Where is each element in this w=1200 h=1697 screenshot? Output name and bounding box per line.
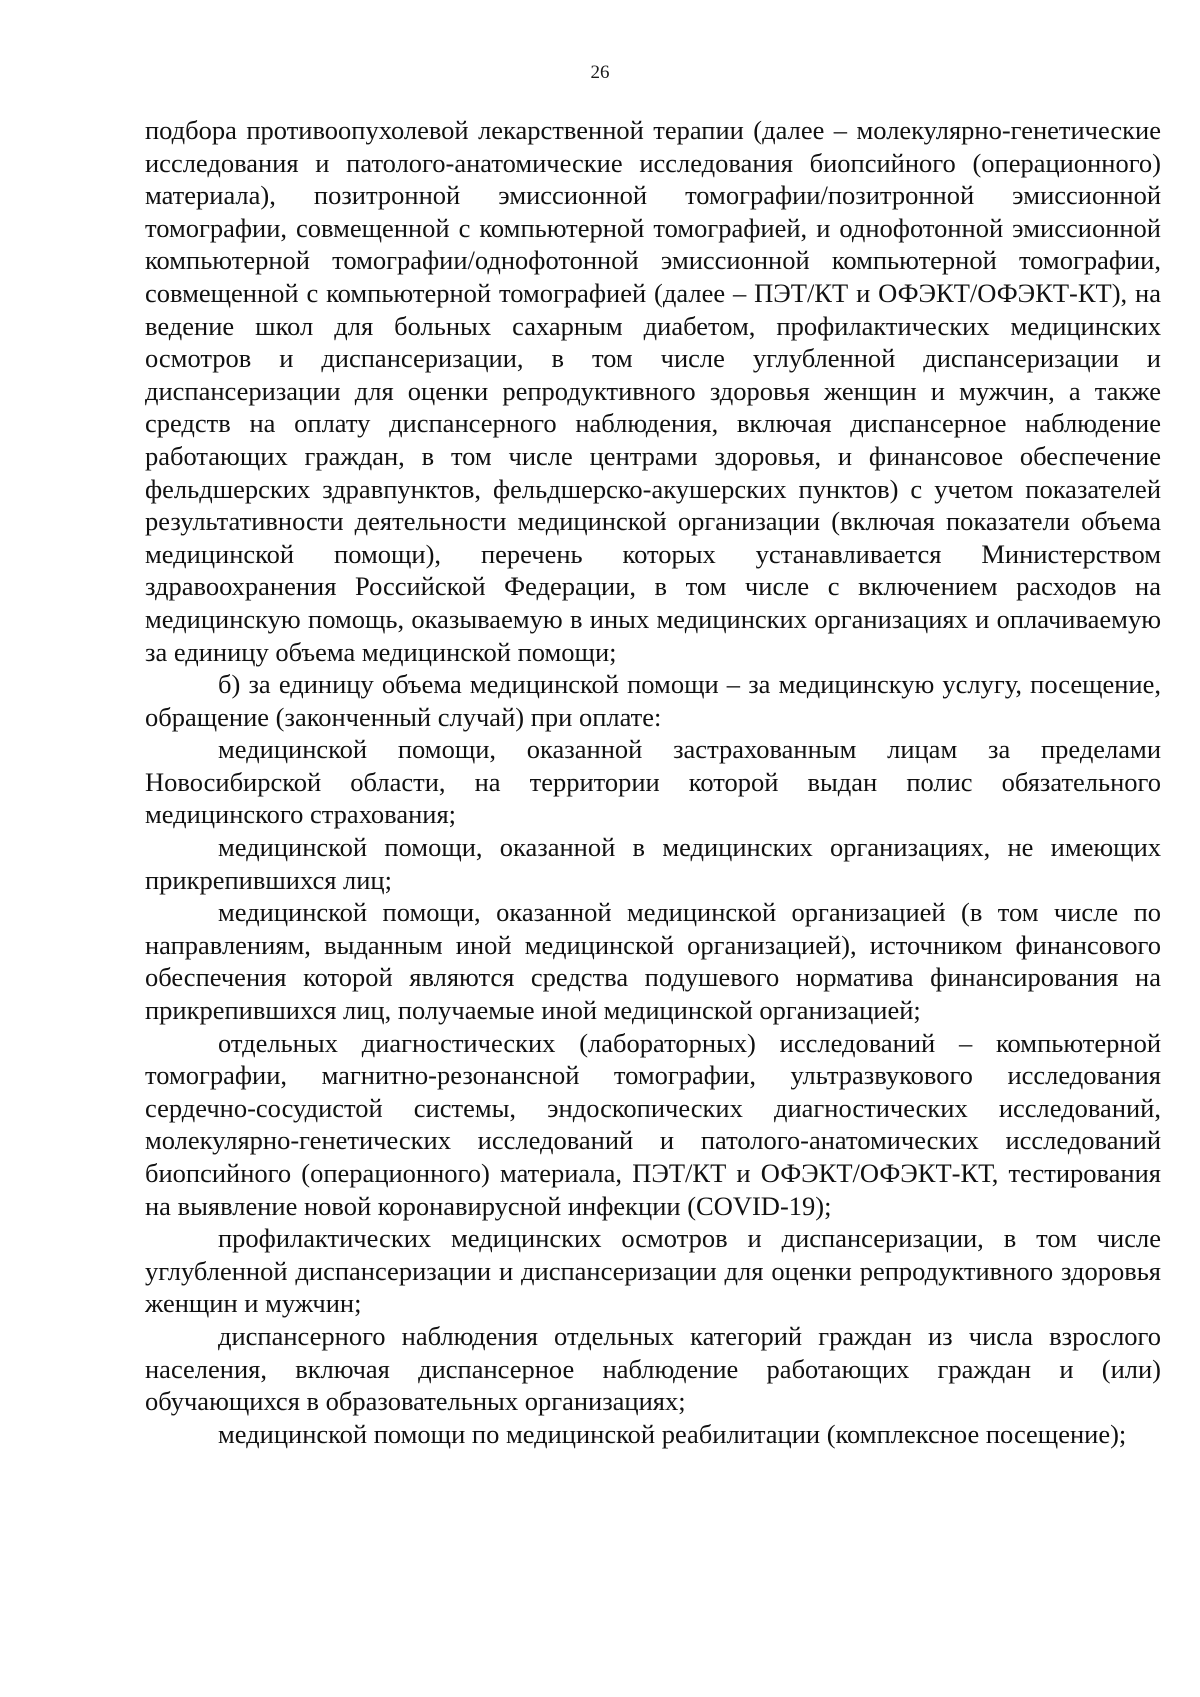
paragraph-no-attached-persons: медицинской помощи, оказанной в медицинских организациях, не имеющих прикрепившихся лиц; <box>145 832 1161 895</box>
paragraph-funding-continuation: подбора противоопухолевой лекарственной терапии (далее – молекулярно-генетические исследования и патолого-анатомические исследования биопсийного (операционного) материала), позитронной эмиссионной томографии/позитронной эмиссионной томографии, совмещенной с компьютерной томографией, и однофотонной эмиссионной компьютерной томографии/однофотонной эмиссионной компьютерной томографии, совмещенной с компьютерной томографией (далее – ПЭТ/КТ и ОФЭКТ/ОФЭКТ-КТ), на ведение школ для больных сахарным диабетом, профилактических медицинских осмотров и диспансеризации, в том числе углубленной диспансеризации и диспансеризации для оценки репродуктивного здоровья женщин и мужчин, а также средств на оплату диспансерного наблюдения, включая диспансерное наблюдение работающих граждан, в том числе центрами здоровья, и финансовое обеспечение фельдшерских здравпунктов, фельдшерско-акушерских пунктов) с учетом показателей результативности деятельности медицинской организации (включая показатели объема медицинской помощи), перечень которых устанавливается Министерством здравоохранения Российской Федерации, в том числе с включением расходов на медицинскую помощь, оказываемую в иных медицинских организациях и оплачиваемую за единицу объема медицинской помощи; <box>145 115 1161 667</box>
paragraph-preventive-exams: профилактических медицинских осмотров и диспансеризации, в том числе углубленной диспансеризации и диспансеризации для оценки репродуктивного здоровья женщин и мужчин; <box>145 1223 1161 1319</box>
paragraph-outside-region-care: медицинской помощи, оказанной застрахованным лицам за пределами Новосибирской области, на территории которой выдан полис обязательного медицинского страхования; <box>145 734 1161 830</box>
page-number: 26 <box>590 62 610 83</box>
paragraph-referral-care: медицинской помощи, оказанной медицинской организацией (в том числе по направлениям, выданным иной медицинской организацией), источником финансового обеспечения которой являются средства подушевого норматива финансирования на прикрепившихся лиц, получаемые иной медицинской организацией; <box>145 897 1161 1026</box>
paragraph-rehabilitation: медицинской помощи по медицинской реабилитации (комплексное посещение); <box>218 1418 1127 1449</box>
paragraph-dispensary-observation: диспансерного наблюдения отдельных категорий граждан из числа взрослого населения, включая диспансерное наблюдение работающих граждан и (или) обучающихся в образовательных организациях; <box>145 1320 1161 1417</box>
paragraph-diagnostic-tests: отдельных диагностических (лабораторных) исследований – компьютерной томографии, магнитно-резонансной томографии, ультразвукового исследования сердечно-сосудистой системы, эндоскопических диагностических исследований, молекулярно-генетических исследований и патолого-анатомических исследований биопсийного (операционного) материала, ПЭТ/КТ и ОФЭКТ/ОФЭКТ-КТ, тестирования на выявление новой коронавирусной инфекции (COVID-19); <box>145 1027 1161 1221</box>
paragraph-item-b: б) за единицу объема медицинской помощи – за медицинскую услугу, посещение, обращение (законченный случай) при оплате: <box>145 669 1161 732</box>
document-body <box>145 114 1161 1450</box>
